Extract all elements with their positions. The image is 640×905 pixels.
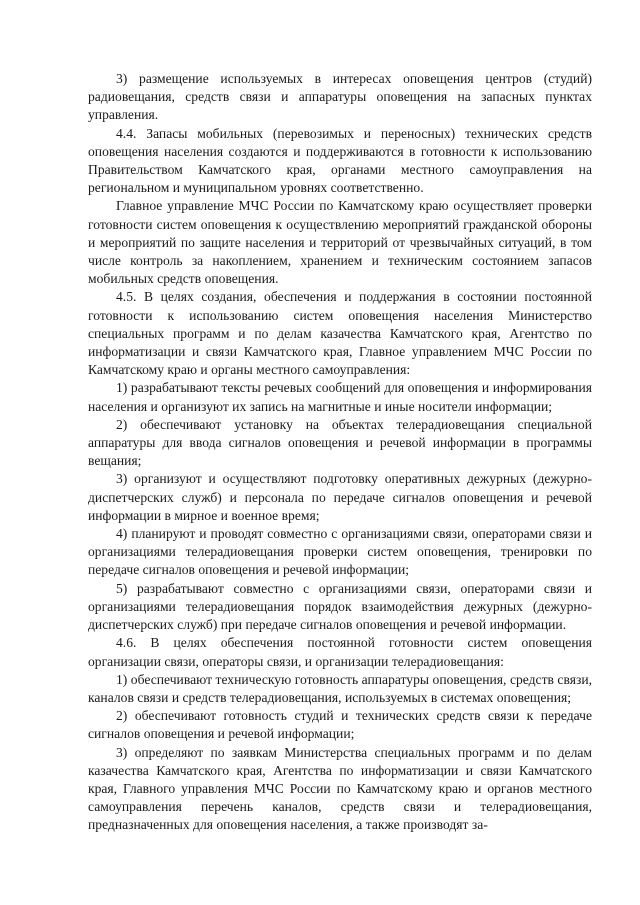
paragraph-4-5-item-3: 3) организуют и осуществляют подготовку оперативных дежурных (дежурно-диспетчерских служб) и персонала по передаче сигналов оповещения и речевой информации в мирное и военное время; [88, 471, 592, 523]
paragraph-4-5-item-2: 2) обеспечивают установку на объектах телерадиовещания специальной аппаратуры для ввода сигналов оповещения и речевой информации в программы вещания; [88, 416, 592, 469]
paragraph-4-6-item-2: 2) обеспечивают готовность студий и технических средств связи к передаче сигналов оповещения и речевой информации; [88, 708, 592, 742]
paragraph-4-5-item-1: 1) разрабатывают тексты речевых сообщений для оповещения и информирования населения и организуют их запись на магнитные и иные носители информации; [88, 380, 592, 414]
paragraph-4-5: 4.5. В целях создания, обеспечения и поддержания в состоянии постоянной готовности к использованию систем оповещения населения Министерство специальных программ и по делам казачества Камчатского края, Агентство по информатизации и связи Камчатского края, Главное управлением МЧС России по Камчатскому краю и органы местного самоуправления: [88, 289, 592, 378]
paragraph-4-4: 4.4. Запасы мобильных (перевозимых и переносных) технических средств оповещения населения создаются и поддерживаются в готовности к использованию Правительством Камчатского края, органами местного самоуправления на региональном и муниципальном уровнях соответственно. [88, 125, 592, 196]
paragraph-4-5-item-5: 5) разрабатывают совместно с организациями связи, операторами связи и организациями телерадиовещания порядок взаимодействия дежурных (дежурно-диспетчерских служб) при передаче сигналов оповещения и речевой информации. [88, 580, 592, 633]
paragraph-4-6-item-3: 3) определяют по заявкам Министерства специальных программ и по делам казачества Камчатского края, Агентства по информатизации и связи Камчатского края, Главного управления МЧС России по Камчатскому краю и органов местного самоуправления перечень каналов, средств связи и телерадиовещания, предназначенных для оповещения населения, а также производят за- [88, 744, 592, 833]
paragraph-4-5-item-4: 4) планируют и проводят совместно с организациями связи, операторами связи и организациями телерадиовещания проверки систем оповещения, тренировки по передаче сигналов оповещения и речевой информации; [88, 526, 592, 578]
paragraph-item-3-reserve: 3) размещение используемых в интересах оповещения центров (студий) радиовещания, средств связи и аппаратуры оповещения на запасных пунктах управления. [88, 71, 592, 123]
paragraph-mchs-checks: Главное управление МЧС России по Камчатскому краю осуществляет проверки готовности систем оповещения к осуществлению мероприятий гражданской обороны и мероприятий по защите населения и территорий от чрезвычайных ситуаций, в том числе контроль за накоплением, хранением и техническим состоянием запасов мобильных средств оповещения. [88, 198, 592, 287]
document-page [88, 70, 592, 835]
paragraph-4-6: 4.6. В целях обеспечения постоянной готовности систем оповещения организации связи, операторы связи, и организации телерадиовещания: [88, 635, 592, 669]
paragraph-4-6-item-1: 1) обеспечивают техническую готовность аппаратуры оповещения, средств связи, каналов связи и средств телерадиовещания, используемых в системах оповещения; [88, 671, 592, 705]
